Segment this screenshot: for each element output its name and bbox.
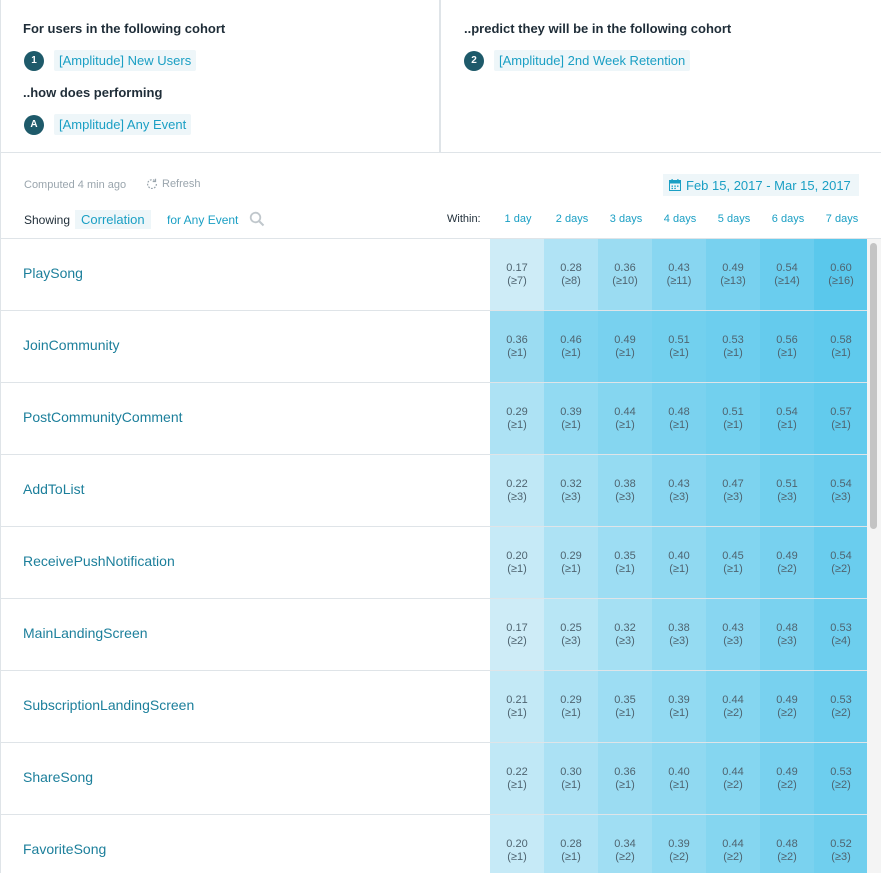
threshold-count: (≥1): [831, 418, 851, 431]
correlation-value: 0.52: [830, 837, 852, 850]
correlation-value: 0.40: [668, 765, 690, 778]
correlation-value: 0.53: [830, 765, 852, 778]
event-name[interactable]: PlaySong: [23, 265, 83, 281]
correlation-value: 0.35: [614, 693, 636, 706]
correlation-cell[interactable]: [760, 671, 814, 742]
correlation-cell[interactable]: [760, 527, 814, 598]
table-row: [1, 239, 867, 311]
threshold-count: (≥3): [507, 490, 527, 503]
correlation-cell[interactable]: [706, 455, 760, 526]
threshold-count: (≥1): [831, 346, 851, 359]
correlation-cell[interactable]: [490, 311, 544, 382]
correlation-value: 0.51: [776, 477, 798, 490]
event-name[interactable]: PostCommunityComment: [23, 409, 183, 425]
correlation-cell[interactable]: [652, 599, 706, 670]
correlation-cell[interactable]: [652, 527, 706, 598]
column-header-3-days[interactable]: 3 days: [609, 213, 643, 225]
results-toolbar: [0, 153, 881, 239]
cohort-badge-1: 1: [24, 51, 44, 71]
correlation-cell[interactable]: [598, 815, 652, 873]
correlation-cell[interactable]: [760, 599, 814, 670]
threshold-count: (≥3): [723, 634, 743, 647]
threshold-count: (≥1): [561, 562, 581, 575]
cohort-selector-retention[interactable]: [464, 50, 690, 71]
correlation-cell[interactable]: [814, 743, 867, 814]
correlation-cell[interactable]: [490, 599, 544, 670]
threshold-count: (≥1): [669, 346, 689, 359]
correlation-value: 0.28: [560, 261, 582, 274]
refresh-icon: [145, 177, 159, 191]
correlation-cell[interactable]: [814, 383, 867, 454]
threshold-count: (≥1): [777, 418, 797, 431]
correlation-cell[interactable]: [544, 599, 598, 670]
correlation-cell[interactable]: [544, 311, 598, 382]
threshold-count: (≥2): [777, 562, 797, 575]
correlation-cell[interactable]: [598, 311, 652, 382]
correlation-cell[interactable]: [814, 311, 867, 382]
threshold-count: (≥2): [723, 850, 743, 863]
threshold-count: (≥2): [831, 562, 851, 575]
correlation-value: 0.51: [722, 405, 744, 418]
threshold-count: (≥1): [615, 418, 635, 431]
threshold-count: (≥3): [669, 634, 689, 647]
correlation-value: 0.29: [560, 549, 582, 562]
cohort-title: For users in the following cohort: [23, 21, 226, 36]
correlation-value: 0.29: [506, 405, 528, 418]
calendar-icon: [669, 179, 681, 191]
correlation-cell[interactable]: [598, 383, 652, 454]
event-name[interactable]: ReceivePushNotification: [23, 553, 175, 569]
table-row: [1, 599, 867, 671]
correlation-cell[interactable]: [652, 239, 706, 310]
correlation-cell[interactable]: [652, 311, 706, 382]
correlation-value: 0.54: [830, 549, 852, 562]
threshold-count: (≥1): [777, 346, 797, 359]
threshold-count: (≥2): [777, 778, 797, 791]
table-row: [1, 455, 867, 527]
correlation-value: 0.25: [560, 621, 582, 634]
threshold-count: (≥13): [720, 274, 746, 287]
predict-title: ..predict they will be in the following cohort: [464, 21, 732, 36]
correlation-value: 0.39: [668, 693, 690, 706]
correlation-cell[interactable]: [760, 383, 814, 454]
metric-dropdown[interactable]: Correlation: [75, 210, 151, 229]
correlation-value: 0.48: [776, 621, 798, 634]
correlation-value: 0.22: [506, 765, 528, 778]
correlation-cell[interactable]: [760, 743, 814, 814]
correlation-value: 0.56: [776, 333, 798, 346]
correlation-cell[interactable]: [652, 743, 706, 814]
correlation-cell[interactable]: [706, 599, 760, 670]
correlation-cell[interactable]: [706, 815, 760, 873]
correlation-cell[interactable]: [544, 455, 598, 526]
correlation-value: 0.17: [506, 621, 528, 634]
correlation-cell[interactable]: [544, 239, 598, 310]
table-row: [1, 527, 867, 599]
date-range-label: Feb 15, 2017 - Mar 15, 2017: [686, 177, 851, 193]
correlation-value: 0.38: [614, 477, 636, 490]
within-label: Within:: [447, 213, 481, 225]
correlation-value: 0.17: [506, 261, 528, 274]
correlation-cell[interactable]: [706, 239, 760, 310]
correlation-cell[interactable]: [598, 527, 652, 598]
threshold-count: (≥2): [777, 706, 797, 719]
correlation-value: 0.39: [560, 405, 582, 418]
correlation-cell[interactable]: [652, 815, 706, 873]
showing-label: Showing: [24, 213, 71, 227]
threshold-count: (≥3): [777, 634, 797, 647]
correlation-value: 0.48: [776, 837, 798, 850]
vertical-scrollbar[interactable]: [867, 239, 881, 873]
threshold-count: (≥1): [723, 562, 743, 575]
threshold-count: (≥1): [615, 706, 635, 719]
refresh-button[interactable]: [145, 177, 201, 191]
correlation-table: [0, 239, 867, 873]
event-name[interactable]: SubscriptionLandingScreen: [23, 697, 195, 713]
threshold-count: (≥2): [831, 778, 851, 791]
search-icon[interactable]: [249, 211, 265, 227]
correlation-cell[interactable]: [652, 671, 706, 742]
correlation-value: 0.35: [614, 549, 636, 562]
correlation-value: 0.49: [776, 549, 798, 562]
correlation-cell[interactable]: [814, 455, 867, 526]
threshold-count: (≥1): [669, 562, 689, 575]
threshold-count: (≥11): [666, 274, 692, 287]
correlation-cell[interactable]: [706, 743, 760, 814]
event-name[interactable]: JoinCommunity: [23, 337, 120, 353]
threshold-count: (≥1): [507, 562, 527, 575]
threshold-count: (≥2): [723, 706, 743, 719]
event-selector-any-event[interactable]: [24, 114, 191, 135]
correlation-cell[interactable]: [814, 599, 867, 670]
column-header-5-days[interactable]: 5 days: [717, 213, 751, 225]
correlation-value: 0.54: [776, 405, 798, 418]
column-header-1-day[interactable]: 1 day: [504, 213, 532, 225]
correlation-cell[interactable]: [598, 743, 652, 814]
correlation-value: 0.48: [668, 405, 690, 418]
correlation-value: 0.54: [830, 477, 852, 490]
event-chip-any-event[interactable]: [Amplitude] Any Event: [54, 114, 191, 135]
correlation-cell[interactable]: [490, 383, 544, 454]
threshold-count: (≥10): [612, 274, 638, 287]
correlation-value: 0.47: [722, 477, 744, 490]
threshold-count: (≥3): [831, 850, 851, 863]
threshold-count: (≥1): [669, 706, 689, 719]
correlation-cell[interactable]: [706, 383, 760, 454]
correlation-cell[interactable]: [544, 743, 598, 814]
threshold-count: (≥16): [828, 274, 854, 287]
correlation-cell[interactable]: [814, 239, 867, 310]
threshold-count: (≥3): [669, 490, 689, 503]
correlation-value: 0.58: [830, 333, 852, 346]
threshold-count: (≥1): [561, 706, 581, 719]
correlation-value: 0.36: [614, 261, 636, 274]
scrollbar-thumb[interactable]: [870, 243, 877, 529]
table-row: [1, 815, 867, 873]
correlation-value: 0.34: [614, 837, 636, 850]
cohort-selector-new-users[interactable]: [24, 50, 196, 71]
correlation-value: 0.51: [668, 333, 690, 346]
correlation-cell[interactable]: [544, 383, 598, 454]
threshold-count: (≥3): [723, 490, 743, 503]
threshold-count: (≥1): [507, 418, 527, 431]
correlation-value: 0.20: [506, 549, 528, 562]
threshold-count: (≥1): [669, 778, 689, 791]
threshold-count: (≥3): [615, 634, 635, 647]
cohort-panel-right: [443, 0, 881, 152]
correlation-value: 0.20: [506, 837, 528, 850]
date-range-picker[interactable]: [663, 174, 859, 196]
column-header-7-days[interactable]: 7 days: [825, 213, 859, 225]
threshold-count: (≥3): [831, 490, 851, 503]
correlation-cell[interactable]: [490, 455, 544, 526]
correlation-value: 0.53: [830, 621, 852, 634]
correlation-value: 0.44: [614, 405, 636, 418]
correlation-value: 0.49: [614, 333, 636, 346]
threshold-count: (≥7): [507, 274, 527, 287]
correlation-value: 0.21: [506, 693, 528, 706]
correlation-value: 0.60: [830, 261, 852, 274]
correlation-cell[interactable]: [544, 815, 598, 873]
correlation-value: 0.45: [722, 549, 744, 562]
threshold-count: (≥14): [774, 274, 800, 287]
computed-status: Computed 4 min ago: [24, 179, 127, 191]
threshold-count: (≥1): [561, 418, 581, 431]
threshold-count: (≥1): [561, 778, 581, 791]
threshold-count: (≥3): [561, 634, 581, 647]
correlation-value: 0.53: [722, 333, 744, 346]
correlation-cell[interactable]: [760, 815, 814, 873]
threshold-count: (≥3): [777, 490, 797, 503]
threshold-count: (≥8): [561, 274, 581, 287]
correlation-cell[interactable]: [760, 239, 814, 310]
cohort-panel: [0, 0, 881, 153]
table-row: [1, 743, 867, 815]
threshold-count: (≥2): [831, 706, 851, 719]
column-header-4-days[interactable]: 4 days: [663, 213, 697, 225]
correlation-cell[interactable]: [544, 527, 598, 598]
threshold-count: (≥3): [561, 490, 581, 503]
correlation-cell[interactable]: [814, 815, 867, 873]
correlation-value: 0.38: [668, 621, 690, 634]
table-row: [1, 671, 867, 743]
threshold-count: (≥2): [507, 634, 527, 647]
correlation-value: 0.43: [668, 261, 690, 274]
refresh-label: Refresh: [162, 178, 201, 190]
correlation-value: 0.44: [722, 765, 744, 778]
event-name[interactable]: AddToList: [23, 481, 85, 497]
correlation-cell[interactable]: [652, 383, 706, 454]
correlation-cell[interactable]: [598, 455, 652, 526]
event-filter-link[interactable]: for Any Event: [167, 213, 239, 227]
column-header-2-days[interactable]: 2 days: [555, 213, 589, 225]
event-name[interactable]: FavoriteSong: [23, 841, 107, 857]
table-row: [1, 383, 867, 455]
threshold-count: (≥1): [507, 346, 527, 359]
threshold-count: (≥1): [615, 346, 635, 359]
threshold-count: (≥2): [615, 850, 635, 863]
correlation-cell[interactable]: [814, 671, 867, 742]
threshold-count: (≥1): [723, 346, 743, 359]
correlation-cell[interactable]: [760, 455, 814, 526]
correlation-cell[interactable]: [760, 311, 814, 382]
correlation-value: 0.44: [722, 837, 744, 850]
correlation-cell[interactable]: [652, 455, 706, 526]
correlation-value: 0.32: [614, 621, 636, 634]
correlation-cell[interactable]: [598, 599, 652, 670]
threshold-count: (≥1): [615, 778, 635, 791]
correlation-value: 0.39: [668, 837, 690, 850]
correlation-value: 0.49: [722, 261, 744, 274]
correlation-value: 0.22: [506, 477, 528, 490]
correlation-cell[interactable]: [814, 527, 867, 598]
correlation-value: 0.29: [560, 693, 582, 706]
correlation-cell[interactable]: [706, 311, 760, 382]
correlation-value: 0.44: [722, 693, 744, 706]
threshold-count: (≥1): [723, 418, 743, 431]
cohort-panel-left: [0, 0, 441, 152]
performing-title: ..how does performing: [23, 85, 163, 100]
threshold-count: (≥2): [777, 850, 797, 863]
threshold-count: (≥2): [669, 850, 689, 863]
threshold-count: (≥1): [507, 706, 527, 719]
threshold-count: (≥1): [615, 562, 635, 575]
threshold-count: (≥4): [831, 634, 851, 647]
correlation-value: 0.30: [560, 765, 582, 778]
threshold-count: (≥1): [561, 346, 581, 359]
threshold-count: (≥2): [723, 778, 743, 791]
correlation-value: 0.46: [560, 333, 582, 346]
correlation-cell[interactable]: [706, 671, 760, 742]
correlation-value: 0.53: [830, 693, 852, 706]
correlation-cell[interactable]: [706, 527, 760, 598]
correlation-value: 0.28: [560, 837, 582, 850]
table-row: [1, 311, 867, 383]
correlation-value: 0.43: [722, 621, 744, 634]
threshold-count: (≥1): [507, 778, 527, 791]
cohort-badge-2: 2: [464, 51, 484, 71]
correlation-cell[interactable]: [490, 671, 544, 742]
correlation-cell[interactable]: [490, 527, 544, 598]
threshold-count: (≥1): [507, 850, 527, 863]
correlation-value: 0.49: [776, 693, 798, 706]
threshold-count: (≥3): [615, 490, 635, 503]
cohort-chip-retention[interactable]: [Amplitude] 2nd Week Retention: [494, 50, 690, 71]
correlation-value: 0.43: [668, 477, 690, 490]
column-header-6-days[interactable]: 6 days: [771, 213, 805, 225]
correlation-cell[interactable]: [544, 671, 598, 742]
event-badge-a: A: [24, 115, 44, 135]
correlation-cell[interactable]: [490, 743, 544, 814]
threshold-count: (≥1): [561, 850, 581, 863]
correlation-cell[interactable]: [490, 239, 544, 310]
event-name[interactable]: ShareSong: [23, 769, 94, 785]
correlation-value: 0.36: [614, 765, 636, 778]
correlation-cell[interactable]: [598, 671, 652, 742]
correlation-cell[interactable]: [598, 239, 652, 310]
correlation-value: 0.49: [776, 765, 798, 778]
correlation-value: 0.40: [668, 549, 690, 562]
correlation-value: 0.54: [776, 261, 798, 274]
correlation-value: 0.57: [830, 405, 852, 418]
correlation-value: 0.36: [506, 333, 528, 346]
cohort-chip-new-users[interactable]: [Amplitude] New Users: [54, 50, 196, 71]
correlation-cell[interactable]: [490, 815, 544, 873]
correlation-value: 0.32: [560, 477, 582, 490]
event-name[interactable]: MainLandingScreen: [23, 625, 148, 641]
threshold-count: (≥1): [669, 418, 689, 431]
